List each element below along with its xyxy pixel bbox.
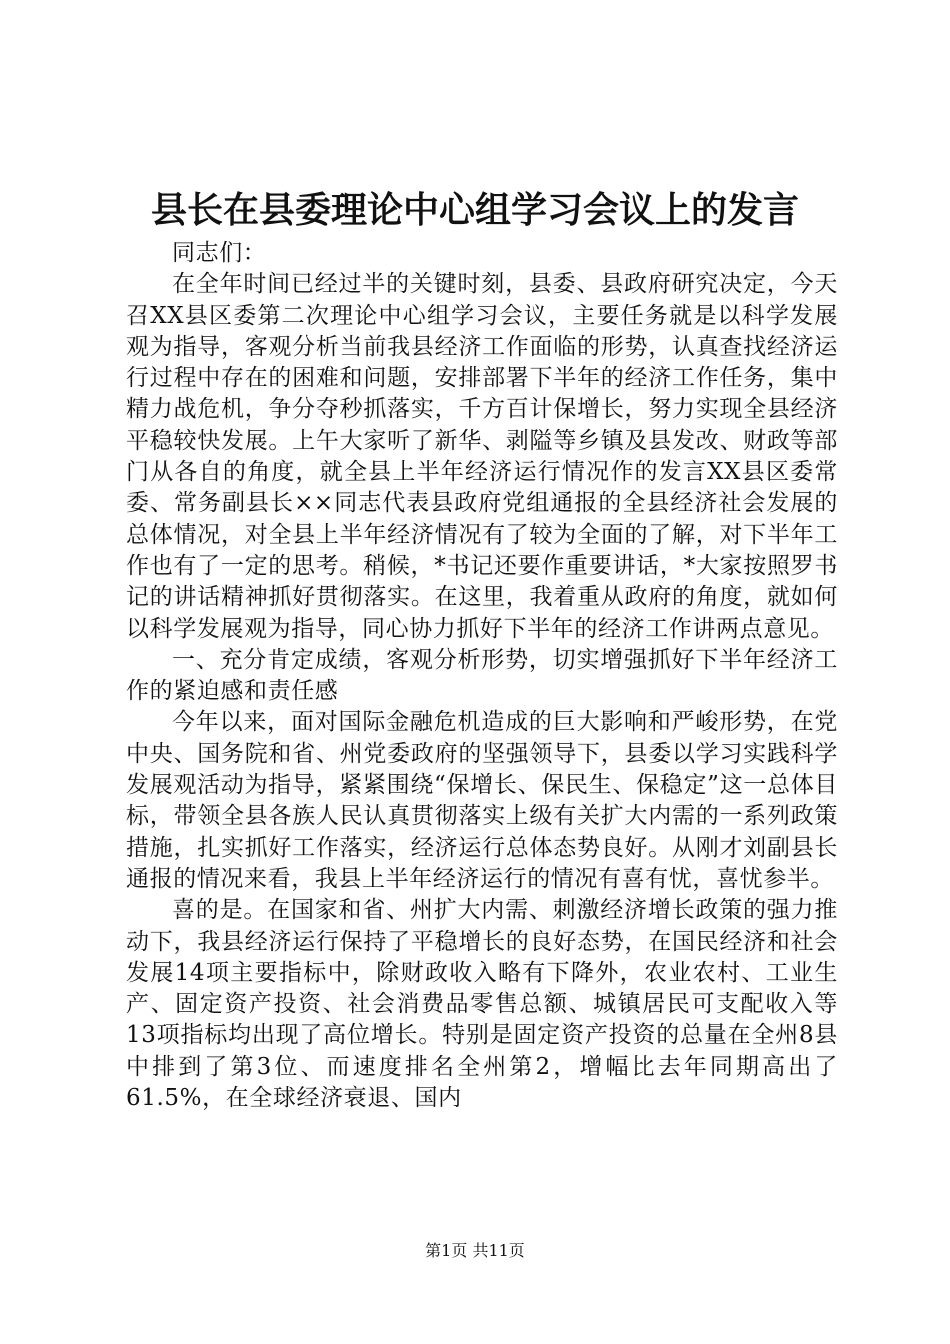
salutation-paragraph: 同志们： xyxy=(172,240,267,266)
document-body xyxy=(126,238,838,1114)
body-paragraph: 在全年时间已经过半的关键时刻，县委、县政府研究决定，今天召XX县区委第二次理论中心组学习会议，主要任务就是以科学发展观为指导，客观分析当前我县经济工作面临的形势，认真查找经济运行过程中存在的困难和问题，安排部署下半年的经济工作任务，集中精力战危机，争分夺秒抓落实，千方百计保增长，努力实现全县经济平稳较快发展。上午大家听了新华、剥隘等乡镇及县发改、财政等部门从各自的角度，就全县上半年经济运行情况作的发言XX县区委常委、常务副县长××同志代表县政府党组通报的全县经济社会发展的总体情况，对全县上半年经济情况有了较为全面的了解，对下半年工作也有了一定的思考。稍候，*书记还要作重要讲话，*大家按照罗书记的讲话精神抓好贯彻落实。在这里，我着重从政府的角度，就如何以科学发展观为指导，同心协力抓好下半年的经济工作讲两点意见。 xyxy=(126,271,838,642)
page-number-footer: 第1页 共11页 xyxy=(425,1241,525,1260)
body-paragraph: 喜的是。在国家和省、州扩大内需、刺激经济增长政策的强力推动下，我县经济运行保持了平稳增长的良好态势，在国民经济和社会发展14项主要指标中，除财政收入略有下降外，农业农村、工业生产、固定资产投资、社会消费品零售总额、城镇居民可支配收入等13项指标均出现了高位增长。特别是固定资产投资的总量在全州8县中排到了第3位、而速度排名全州第2，增幅比去年同期高出了61.5%，在全球经济衰退、国内 xyxy=(126,897,838,1112)
body-paragraph: 今年以来，面对国际金融危机造成的巨大影响和严峻形势，在党中央、国务院和省、州党委政府的坚强领导下，县委以学习实践科学发展观活动为指导，紧紧围绕“保增长、保民生、保稳定”这一总体目标，带领全县各族人民认真贯彻落实上级有关扩大内需的一系列政策措施，扎实抓好工作落实，经济运行总体态势良好。从刚才刘副县长通报的情况来看，我县上半年经济运行的情况有喜有忧，喜忧参半。 xyxy=(126,709,838,892)
document-title: 县长在县委理论中心组学习会议上的发言 xyxy=(150,189,799,231)
section-heading-paragraph: 一、充分肯定成绩，客观分析形势，切实增强抓好下半年经济工作的紧迫感和责任感 xyxy=(126,646,838,705)
